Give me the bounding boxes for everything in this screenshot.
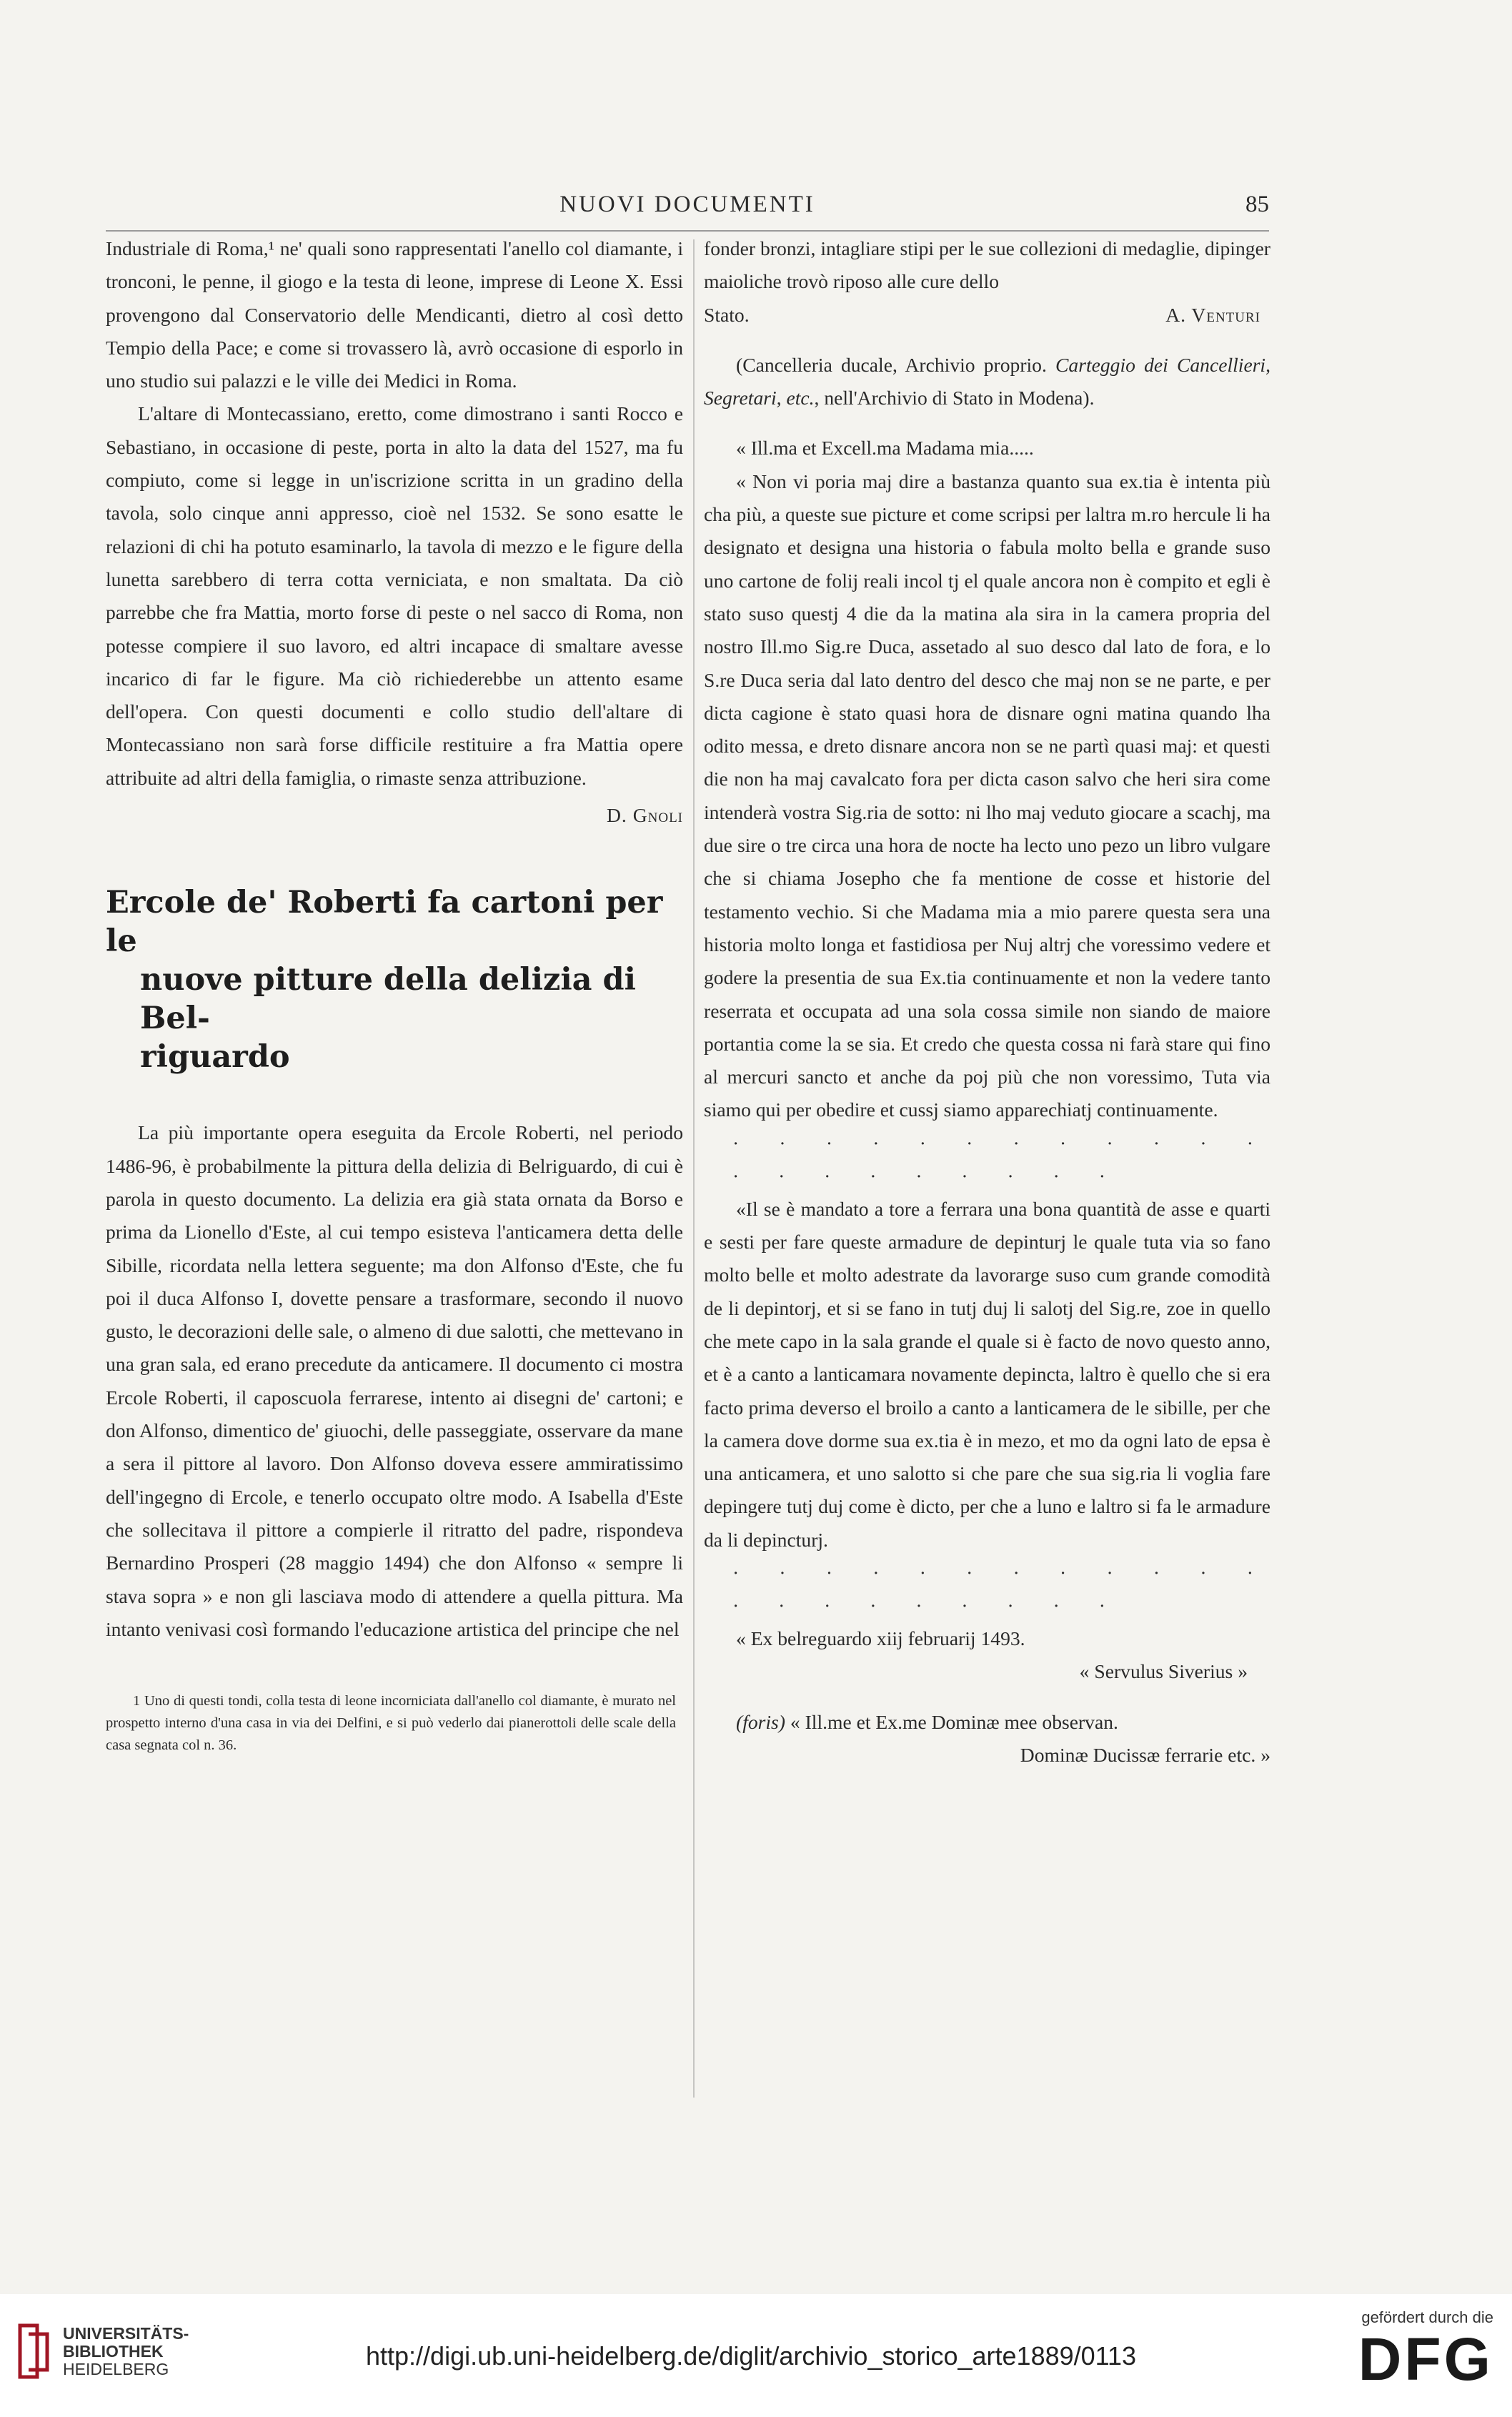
source-title: Carteggio dei Cancellieri, Segretari, etc. (704, 353, 1270, 410)
library-logo[interactable] (16, 2320, 189, 2383)
spacer (704, 332, 1270, 349)
letter-paragraph: « Non vi poria maj dire a bastanza quanto sua ex.tia è intenta più cha più, a queste sue picture et come scripsi per laltra m.ro hercule li ha designato et designa una historia o fabula molto bella e grande suso uno cartone de folij reali incol tj el quale ancora non è compito et egli è stato suso questj 4 die da la matina ala sira in la camera propria del nostro Ill.mo Sig.re Duca, assetado al suo desco dal lato de fora, e lo S.re Duca seria dal lato dentro del desco che maj non se ne parte, e per dicta cagione è stato quasi hora de disnare ogni matina quando lha odito messa, e dreto disnare ancora non se ne partì quasi maj: et questi die non ha maj cavalcato fora per dicta cason salvo che heri sira come intenderà vostra Sig.ria de sotto: ni lho maj veduto giocare a scachj, ma due sire o tre circa una hora de nocte ha lecto uno pezo un libro vulgare che si chiama Josepho che fa mentione de cosse et historie del testamento vechio. Si che Madama mia a mio parere questa sera una historia molto longa et fastidiosa per Nuj altrj che voressimo vedere et godere la presentia de sua Ex.tia continuamente et non la vedere tanto reserrata et occupata ad una sola cossa simile non siando de maiore portantia come la se sia. Et credo che questa cossa ni farà stare qui fino al mercuri sancto et anche da poj più che non voressimo, Tuta via siamo qui per obedire et cussj siamo apparechiatj continuamente. (704, 470, 1270, 1121)
author-signature: D. Gnoli (606, 804, 683, 827)
ellipsis-dots: · · · · · · · · · · · · · · · · · · · · · (732, 1561, 1270, 1617)
author-signature: A. Venturi (1165, 303, 1260, 326)
heading-line: nuove pitture della delizia di Bel- (140, 962, 636, 1037)
closing-signature: « Servulus Siverius » (1079, 1660, 1248, 1683)
spacer (704, 1689, 1270, 1706)
heading-line: riguardo (140, 1039, 290, 1076)
library-name (63, 2325, 189, 2378)
running-head: NUOVI DOCUMENTI (559, 192, 815, 217)
dateline: « Ex belreguardo xiij februarij 1493. (736, 1627, 1025, 1649)
right-column (704, 232, 1270, 1772)
source-suffix: , nell'Archivio di Stato in Modena). (814, 387, 1095, 410)
closing-line (704, 299, 1270, 332)
letter-paragraph: «Il se è mandato a tore a ferrara una bona quantità de asse e quarti e sesti per fare queste armadure de depinturj le quale tuta via so fano molto belle et molto adestrate da lavorarge suso cum grande comodità de li depintorj, et si se fano in tutj duj li salotj del Sig.re, zoe in quello che mete capo in la sala grande el quale si è facto de novo questo anno, et è a canto a lanticamara novamente depincta, laltro è quello che si era facto prima deverso el broilo a canto a lanticamera de le sibille, per che la camera dove dorme sua ex.tia è in mezo, et mo da ogni lato de epsa è una anticamera, et uno salotto si che pare che sua sig.ria li voglia fare depingere tutj duj come è dicto, per che a luno e laltro si fa le armadure da li depincturj. (704, 1197, 1270, 1551)
section-heading (106, 883, 683, 1076)
address-text: « Ill.me et Ex.me Dominæ mee observan. (790, 1710, 1118, 1733)
ellipsis-dots: · · · · · · · · · · · · · · · · · · · · · (732, 1131, 1270, 1187)
library-line: UNIVERSITÄTS- (63, 2323, 189, 2343)
permalink-url[interactable]: http://digi.ub.uni-heidelberg.de/diglit/archivio_storico_arte1889/0113 (366, 2341, 1137, 2371)
dfg-logo: DFG (1358, 2326, 1493, 2393)
library-line: BIBLIOTHEK (63, 2341, 164, 2361)
library-line: HEIDELBERG (63, 2359, 169, 2378)
source-prefix: (Cancelleria ducale, Archivio proprio. (736, 353, 1047, 376)
paragraph: La più importante opera eseguita da Ercole Roberti, nel periodo 1486-96, è probabilmente la pittura della delizia di Belriguardo, di cui è parola in questo documento. La delizia era già stata ornata da Borso e prima da Lionello d'Este, al cui tempo esisteva l'anticamera detta delle Sibille, ricordata nella lettera seguente; ma don Alfonso d'Este, che fu poi il duca Alfonso I, dovette pensare a trasformare, secondo il nuovo gusto, le decorazioni delle sale, o almeno di due salotti, che mettevano in una gran sala, ed erano precedute da anticamere. Il documento ci mostra Ercole Roberti, il caposcuola ferrarese, intento ai disegni de' cartoni; e don Alfonso, dimentico de' giuochi, delle passeggiate, osservare da mane a sera il pittore al lavoro. Don Alfonso doveva essere ammiratissimo dell'ingegno di Ercole, e tenerlo occupato oltre modo. A Isabella d'Este che sollecitava il pittore a compierle il ritratto del padre, rispondeva Bernardino Prosperi (28 maggio 1494) che don Alfonso « sempre li stava sopra » e non gli lasciava modo di attendere a quella pittura. Ma intanto venivasi così formando l'educazione artistica del principe che nel (106, 1121, 683, 1640)
library-emblem-icon (16, 2320, 53, 2383)
paragraph: Industriale di Roma,¹ ne' quali sono rappresentati l'anello col diamante, i tronconi, le penne, il giogo e la testa di leone, imprese di Leone X. Essi provengono dal Conservatorio delle Mendicanti, dietro al così detto Tempio della Pace; e come si trovassero là, avrò occasione di esporlo in uno studio sui palazzi e le ville dei Medici in Roma. (106, 237, 683, 392)
page-number: 85 (1245, 192, 1269, 217)
paragraph-end: Stato. (704, 303, 750, 326)
dfg-funding[interactable] (1358, 2308, 1493, 2391)
address-prefix: (foris) (736, 1710, 785, 1733)
source-note (704, 349, 1270, 415)
paragraph: L'altare di Montecassiano, eretto, come dimostrano i santi Rocco e Sebastiano, in occasione di peste, porta in alto la data del 1527, ma fu compiuto, come si legge in un'iscrizione scritta in un gradino della tavola, solo cinque anni appresso, cioè nel 1532. Se sono esatte le relazioni di chi ha potuto esaminarlo, la tavola di mezzo e le figure della lunetta sarebbero di terra cotta verniciata, e non smaltata. Da ciò parrebbe che fra Mattia, morto forse di peste o nel sacco di Roma, non potesse compiere il suo lavoro, ed altri incapace di smaltare avesse incarico di far le figure. Ma ciò richiederebbe un attento esame dell'opera. Con questi documenti e collo studio dell'altare di Montecassiano non sarà forse difficile restituire a fra Mattia opere attribuite ad altri della famiglia, o rimaste senza attribuzione. (106, 402, 683, 789)
spacer (704, 415, 1270, 432)
paragraph: fonder bronzi, intagliare stipi per le sue collezioni di medaglie, dipinger maioliche trovò riposo alle cure dello (704, 237, 1270, 293)
funding-caption: gefördert durch die (1361, 2308, 1493, 2326)
viewer-footer (0, 2294, 1512, 2417)
address-line (704, 1706, 1270, 1739)
footnote: 1 Uno di questi tondi, colla testa di leone incorniciata dall'anello col diamante, è murato nel prospetto interno d'una casa in via dei Delfini, e si può vederlo dai pianerottoli delle scale della casa segnata col n. 36. (106, 1693, 676, 1754)
left-column (106, 232, 683, 1757)
salutation: « Ill.ma et Excell.ma Madama mia..... (736, 437, 1034, 460)
address-line: Dominæ Ducissæ ferrarie etc. » (1020, 1743, 1270, 1766)
column-divider (693, 239, 695, 2098)
heading-line: Ercole de' Roberti fa cartoni per le (106, 885, 663, 960)
page-header (106, 187, 1269, 232)
